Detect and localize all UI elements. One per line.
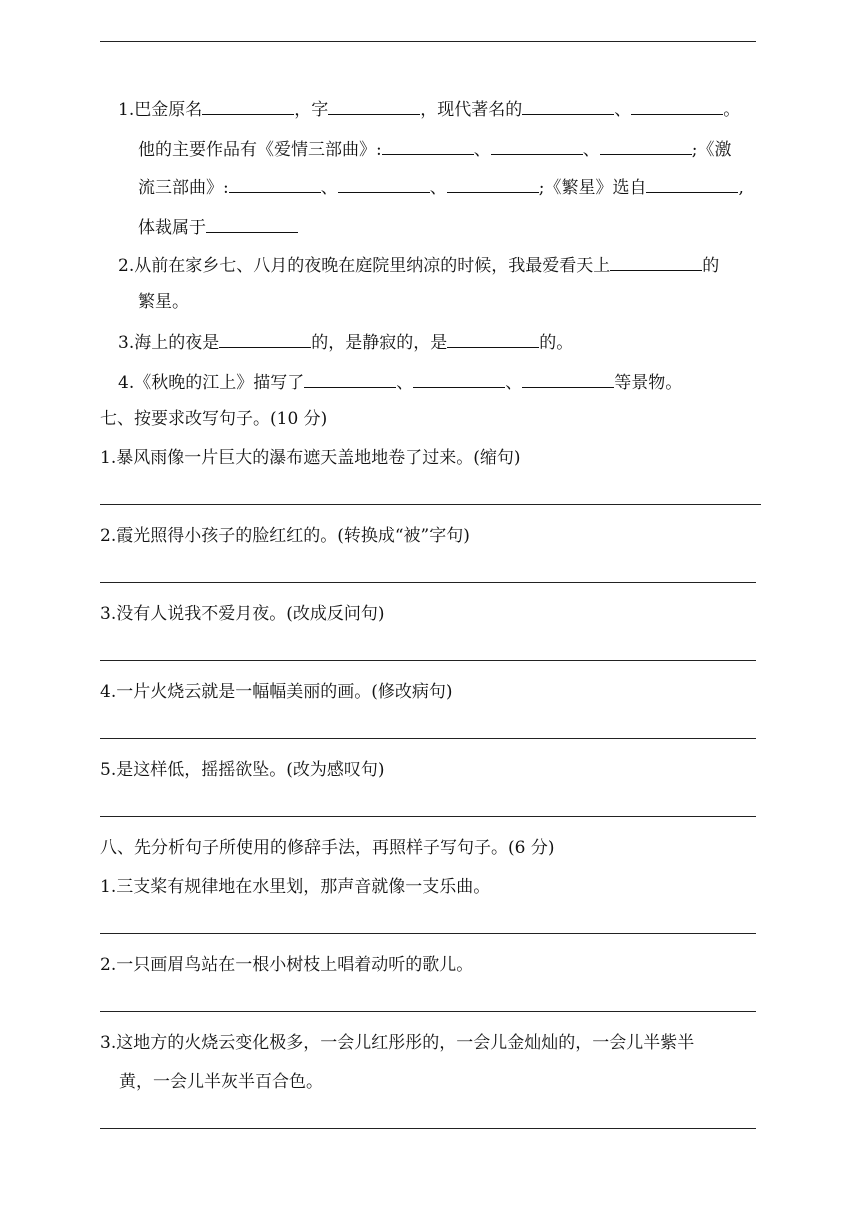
- s8-item-2: 2.一只画眉鸟站在一根小树枝上唱着动听的歌儿。: [100, 955, 474, 975]
- answer-line[interactable]: [100, 1011, 756, 1012]
- q1-text-j: 流三部曲》:: [138, 178, 229, 198]
- q4-line: [118, 369, 682, 393]
- s7-item-1: 1.暴风雨像一片巨大的瀑布遮天盖地地卷了过来。(缩句): [100, 448, 521, 468]
- q1-line4: [138, 214, 298, 238]
- q1-line2: [138, 136, 731, 160]
- answer-blank[interactable]: [219, 329, 311, 348]
- answer-line[interactable]: [100, 738, 756, 739]
- section8-title: 八、先分析句子所使用的修辞手法，再照样子写句子。(6 分): [100, 838, 555, 858]
- answer-blank[interactable]: [328, 96, 420, 115]
- answer-blank[interactable]: [202, 96, 294, 115]
- q2-line2: [138, 290, 189, 314]
- q1-text-c: ，现代著名的: [420, 100, 523, 120]
- q1-text-m: ;《繁星》选自: [538, 178, 647, 198]
- q1-line1: [118, 96, 740, 120]
- q2-line1: [118, 252, 719, 276]
- s8-item-1: 1.三支桨有规律地在水里划，那声音就像一支乐曲。: [100, 877, 491, 897]
- s8-item-3-line1: 3.这地方的火烧云变化极多，一会儿红彤彤的，一会儿金灿灿的，一会儿半紫半: [100, 1033, 695, 1053]
- q1-text-o: 体裁属于: [138, 218, 206, 238]
- q1-text-k: 、: [320, 178, 338, 198]
- s7-item-2: 2.霞光照得小孩子的脸红红的。(转换成“被”字句): [100, 526, 470, 546]
- q1-text-i: ;《激: [691, 140, 732, 160]
- answer-line[interactable]: [100, 933, 756, 934]
- s7-item-5: 5.是这样低，摇摇欲坠。(改为感叹句): [100, 760, 385, 780]
- answer-blank[interactable]: [447, 329, 539, 348]
- q1-text-a: 1.巴金原名: [118, 100, 203, 120]
- answer-blank[interactable]: [522, 369, 614, 388]
- s7-item-4: 4.一片火烧云就是一幅幅美丽的画。(修改病句): [100, 682, 453, 702]
- answer-line[interactable]: [100, 582, 756, 583]
- answer-blank[interactable]: [229, 174, 321, 193]
- answer-blank[interactable]: [447, 174, 539, 193]
- answer-blank[interactable]: [304, 369, 396, 388]
- answer-blank[interactable]: [600, 136, 692, 155]
- q2-text-a: 2.从前在家乡七、八月的夜晚在庭院里纳凉的时候，我最爱看天上: [118, 256, 611, 276]
- answer-blank[interactable]: [206, 214, 298, 233]
- q3-text-b: 的，是静寂的，是: [311, 333, 448, 353]
- top-rule: [100, 41, 756, 42]
- q1-text-g: 、: [473, 140, 491, 160]
- answer-blank[interactable]: [522, 96, 614, 115]
- q4-text-d: 等景物。: [614, 373, 683, 393]
- s7-item-3: 3.没有人说我不爱月夜。(改成反问句): [100, 604, 385, 624]
- answer-blank[interactable]: [413, 369, 505, 388]
- q1-text-b: ，字: [294, 100, 329, 120]
- answer-line[interactable]: [100, 504, 761, 505]
- q4-text-b: 、: [396, 373, 414, 393]
- q1-text-d: 、: [614, 100, 632, 120]
- answer-blank[interactable]: [338, 174, 430, 193]
- q1-text-h: 、: [582, 140, 600, 160]
- q3-text-c: 的。: [539, 333, 574, 353]
- s8-item-3-line2: 黄，一会儿半灰半百合色。: [119, 1072, 323, 1092]
- answer-blank[interactable]: [631, 96, 723, 115]
- q3-line: [118, 329, 573, 353]
- q1-text-e: 。: [723, 100, 741, 120]
- answer-line[interactable]: [100, 816, 756, 817]
- q1-text-f: 他的主要作品有《爱情三部曲》:: [138, 140, 382, 160]
- section7-title: 七、按要求改写句子。(10 分): [100, 409, 328, 429]
- q4-text-c: 、: [505, 373, 523, 393]
- answer-blank[interactable]: [610, 252, 702, 271]
- q4-text-a: 4.《秋晚的江上》描写了: [118, 373, 305, 393]
- answer-line[interactable]: [100, 1128, 756, 1129]
- q1-line3: [138, 174, 744, 198]
- answer-line[interactable]: [100, 660, 756, 661]
- answer-blank[interactable]: [382, 136, 474, 155]
- q2-text-c: 繁星。: [138, 292, 189, 312]
- answer-blank[interactable]: [491, 136, 583, 155]
- q1-text-n: ,: [738, 178, 744, 198]
- q3-text-a: 3.海上的夜是: [118, 333, 220, 353]
- q1-text-l: 、: [429, 178, 447, 198]
- answer-blank[interactable]: [646, 174, 738, 193]
- q2-text-b: 的: [702, 256, 720, 276]
